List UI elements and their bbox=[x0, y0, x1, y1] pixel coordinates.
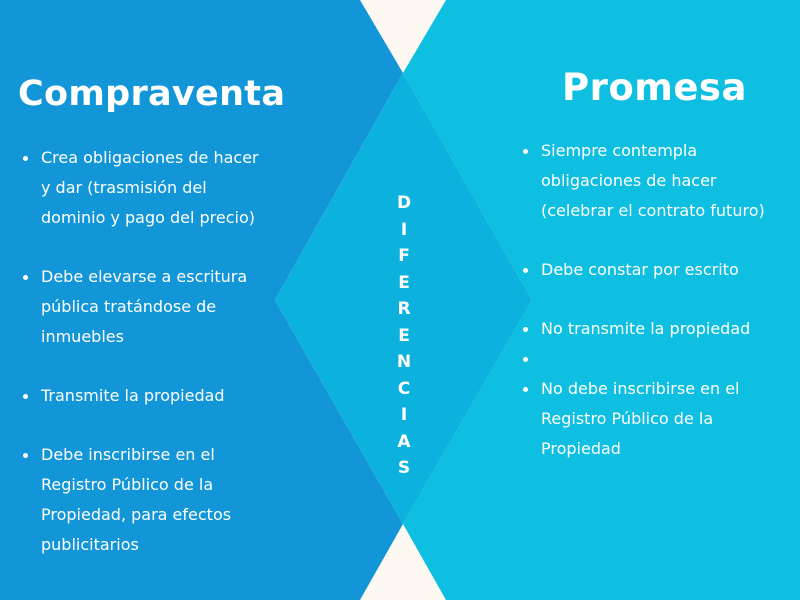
list-item: No debe inscribirse en el Registro Público de la Propiedad bbox=[522, 374, 792, 464]
letter: E bbox=[398, 272, 410, 293]
list-item: Debe elevarse a escritura pública tratándose de inmuebles bbox=[22, 262, 284, 352]
letter: S bbox=[397, 458, 411, 478]
list-item-empty bbox=[522, 344, 792, 374]
list-item: Siempre contempla obligaciones de hacer (celebrar el contrato futuro) bbox=[522, 136, 792, 226]
vertical-label-diferencias bbox=[393, 190, 415, 482]
letter: N bbox=[396, 352, 412, 372]
letter: E bbox=[398, 325, 410, 346]
letter: R bbox=[397, 299, 411, 319]
list-item: Debe inscribirse en el Registro Público de la Propiedad, para efectos publicitarios bbox=[22, 440, 284, 560]
list-item: Debe constar por escrito bbox=[522, 255, 792, 285]
letter: I bbox=[400, 405, 408, 425]
letter: C bbox=[397, 378, 411, 399]
list-item: No transmite la propiedad bbox=[522, 314, 792, 344]
letter: D bbox=[396, 193, 412, 213]
left-title: Compraventa bbox=[18, 74, 286, 114]
letter: A bbox=[397, 431, 411, 452]
right-bullet-list bbox=[522, 136, 792, 493]
letter: F bbox=[398, 246, 410, 266]
list-item: Transmite la propiedad bbox=[22, 381, 284, 411]
letter: I bbox=[400, 219, 408, 240]
left-bullet-list bbox=[22, 143, 284, 589]
right-title: Promesa bbox=[562, 66, 747, 109]
list-item: Crea obligaciones de hacer y dar (trasmisión del dominio y pago del precio) bbox=[22, 143, 284, 233]
